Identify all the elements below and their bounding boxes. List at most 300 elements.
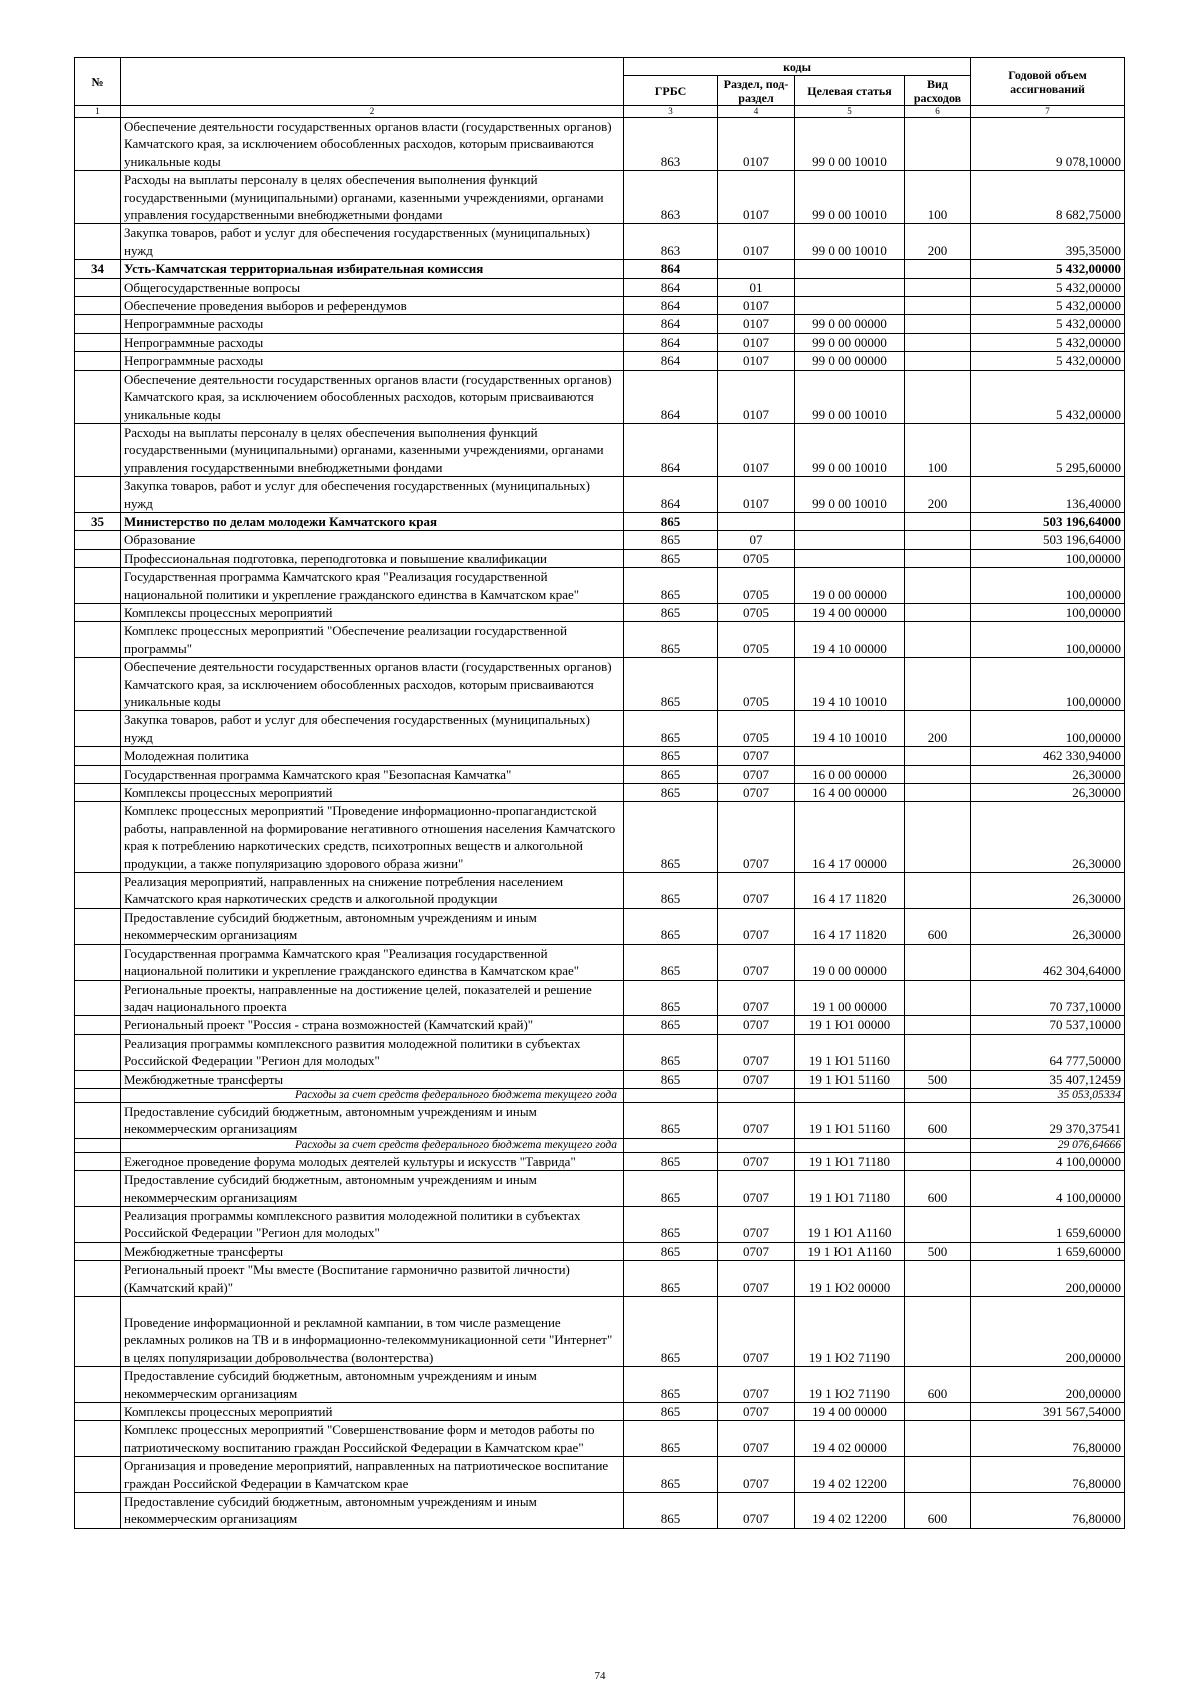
razdel-code: 0707 — [718, 1421, 795, 1457]
expense-type-code — [905, 549, 971, 567]
amount: 462 330,94000 — [971, 747, 1125, 765]
razdel-code: 0707 — [718, 1457, 795, 1493]
col-header-razdel: Раздел, под-раздел — [718, 76, 795, 106]
razdel-code: 0107 — [718, 315, 795, 333]
table-row — [75, 118, 1125, 171]
expense-type-code — [905, 352, 971, 370]
grbs-code: 865 — [624, 1367, 718, 1403]
razdel-code: 0707 — [718, 1152, 795, 1170]
item-name: Региональные проекты, направленные на достижение целей, показателей и решение задач национального проекта — [121, 980, 624, 1016]
row-number — [75, 1152, 121, 1170]
target-code — [795, 278, 905, 296]
target-code: 19 1 Ю1 51160 — [795, 1034, 905, 1070]
amount: 200,00000 — [971, 1297, 1125, 1367]
expense-type-code — [905, 1138, 971, 1152]
target-code — [795, 747, 905, 765]
table-row — [75, 531, 1125, 549]
razdel-code: 0707 — [718, 908, 795, 944]
item-name: Межбюджетные трансферты — [121, 1242, 624, 1260]
row-number — [75, 658, 121, 711]
expense-type-code — [905, 118, 971, 171]
expense-type-code — [905, 1034, 971, 1070]
item-name: Молодежная политика — [121, 747, 624, 765]
razdel-code: 0707 — [718, 1297, 795, 1367]
grbs-code: 865 — [624, 980, 718, 1016]
item-name: Комплексы процессных мероприятий — [121, 1403, 624, 1421]
target-code: 99 0 00 10010 — [795, 370, 905, 423]
table-row — [75, 171, 1125, 224]
table-row — [75, 315, 1125, 333]
target-code: 19 1 Ю2 71190 — [795, 1297, 905, 1367]
table-row — [75, 549, 1125, 567]
row-number — [75, 873, 121, 909]
expense-type-code — [905, 1297, 971, 1367]
table-row — [75, 765, 1125, 783]
row-number — [75, 603, 121, 621]
table-row — [75, 1421, 1125, 1457]
razdel-code: 0705 — [718, 658, 795, 711]
amount: 9 078,10000 — [971, 118, 1125, 171]
item-name: Предоставление субсидий бюджетным, автономным учреждениям и иным некоммерческим организациям — [121, 908, 624, 944]
expense-type-code — [905, 980, 971, 1016]
amount: 8 682,75000 — [971, 171, 1125, 224]
item-name: Обеспечение деятельности государственных органов власти (государственных органов) Камчатского края, за исключением обособленных расходов, которым присваиваются уникальные коды — [121, 118, 624, 171]
grbs-code: 865 — [624, 1297, 718, 1367]
razdel-code — [718, 1138, 795, 1152]
grbs-code: 865 — [624, 711, 718, 747]
target-code: 16 4 17 11820 — [795, 873, 905, 909]
expense-type-code: 500 — [905, 1070, 971, 1088]
table-row — [75, 260, 1125, 278]
item-name: Расходы за счет средств федерального бюджета текущего года — [121, 1138, 624, 1152]
razdel-code: 0107 — [718, 171, 795, 224]
item-name-text: Проведение информационной и рекламной кампании, в том числе размещение рекламных роликов на ТВ и в информационно-телекоммуникационной сети "Интернет" в целях популяризации добровольчества (волонтерства) — [124, 1315, 613, 1365]
item-name: Закупка товаров, работ и услуг для обеспечения государственных (муниципальных) нужд — [121, 224, 624, 260]
item-name: Региональный проект "Мы вместе (Воспитание гармонично развитой личности) (Камчатский край)" — [121, 1261, 624, 1297]
expense-type-code — [905, 315, 971, 333]
razdel-code — [718, 512, 795, 530]
expense-type-code — [905, 1421, 971, 1457]
razdel-code: 0707 — [718, 1261, 795, 1297]
grbs-code: 863 — [624, 224, 718, 260]
amount: 100,00000 — [971, 658, 1125, 711]
item-name: Государственная программа Камчатского края "Реализация государственной национальной политики и укрепление гражданского единства в Камчатском крае" — [121, 944, 624, 980]
amount: 4 100,00000 — [971, 1171, 1125, 1207]
table-row — [75, 1367, 1125, 1403]
row-number — [75, 278, 121, 296]
amount: 29 076,64666 — [971, 1138, 1125, 1152]
table-row — [75, 1261, 1125, 1297]
item-name: Реализация программы комплексного развития молодежной политики в субъектах Российской Федерации "Регион для молодых" — [121, 1206, 624, 1242]
target-code: 19 1 Ю1 00000 — [795, 1016, 905, 1034]
amount: 200,00000 — [971, 1367, 1125, 1403]
target-code: 19 1 Ю1 71180 — [795, 1171, 905, 1207]
grbs-code: 865 — [624, 1206, 718, 1242]
grbs-code: 865 — [624, 1242, 718, 1260]
row-number — [75, 1206, 121, 1242]
amount: 100,00000 — [971, 568, 1125, 604]
amount: 5 432,00000 — [971, 297, 1125, 315]
target-code — [795, 1088, 905, 1102]
col-number: 1 — [75, 106, 121, 118]
table-row — [75, 1242, 1125, 1260]
grbs-code: 863 — [624, 171, 718, 224]
razdel-code: 0707 — [718, 1242, 795, 1260]
item-name: Реализация мероприятий, направленных на снижение потребления населением Камчатского края наркотических средств и алкогольной продукции — [121, 873, 624, 909]
item-name: Организация и проведение мероприятий, направленных на патриотическое воспитание граждан Российской Федерации в Камчатском крае — [121, 1457, 624, 1493]
grbs-code: 865 — [624, 1070, 718, 1088]
target-code: 19 1 Ю1 А1160 — [795, 1206, 905, 1242]
grbs-code: 865 — [624, 747, 718, 765]
row-number — [75, 118, 121, 171]
item-name: Предоставление субсидий бюджетным, автономным учреждениям и иным некоммерческим организациям — [121, 1493, 624, 1529]
amount: 35 407,12459 — [971, 1070, 1125, 1088]
grbs-code: 865 — [624, 1171, 718, 1207]
grbs-code — [624, 1138, 718, 1152]
razdel-code: 0707 — [718, 802, 795, 873]
row-number — [75, 297, 121, 315]
expense-type-code — [905, 333, 971, 351]
table-row — [75, 1152, 1125, 1170]
column-number-row — [75, 106, 1125, 118]
razdel-code: 0707 — [718, 1102, 795, 1138]
amount: 26,30000 — [971, 802, 1125, 873]
item-name: Реализация программы комплексного развития молодежной политики в субъектах Российской Федерации "Регион для молодых" — [121, 1034, 624, 1070]
item-name: Государственная программа Камчатского края "Безопасная Камчатка" — [121, 765, 624, 783]
target-code: 19 1 Ю2 71190 — [795, 1367, 905, 1403]
grbs-code: 865 — [624, 531, 718, 549]
amount: 136,40000 — [971, 477, 1125, 513]
grbs-code: 864 — [624, 352, 718, 370]
amount: 76,80000 — [971, 1493, 1125, 1529]
grbs-code: 864 — [624, 297, 718, 315]
amount: 395,35000 — [971, 224, 1125, 260]
expense-type-code — [905, 1152, 971, 1170]
expense-type-code — [905, 747, 971, 765]
amount: 5 432,00000 — [971, 278, 1125, 296]
col-header-grbs: ГРБС — [624, 76, 718, 106]
razdel-code: 0107 — [718, 370, 795, 423]
target-code: 99 0 00 10010 — [795, 118, 905, 171]
target-code: 16 0 00 00000 — [795, 765, 905, 783]
row-number — [75, 352, 121, 370]
table-row — [75, 873, 1125, 909]
row-number — [75, 1070, 121, 1088]
table-row — [75, 1102, 1125, 1138]
expense-type-code — [905, 1016, 971, 1034]
row-number — [75, 1102, 121, 1138]
item-name: Комплексы процессных мероприятий — [121, 603, 624, 621]
expense-type-code — [905, 944, 971, 980]
razdel-code: 0705 — [718, 603, 795, 621]
table-row — [75, 622, 1125, 658]
table-row — [75, 477, 1125, 513]
amount: 100,00000 — [971, 603, 1125, 621]
target-code: 19 4 00 00000 — [795, 603, 905, 621]
grbs-code: 865 — [624, 802, 718, 873]
row-number — [75, 1297, 121, 1367]
target-code: 19 4 02 12200 — [795, 1493, 905, 1529]
row-number — [75, 1088, 121, 1102]
amount: 26,30000 — [971, 784, 1125, 802]
expense-type-code — [905, 297, 971, 315]
razdel-code: 0707 — [718, 1070, 795, 1088]
col-number: 7 — [971, 106, 1125, 118]
expense-type-code — [905, 784, 971, 802]
table-row — [75, 1206, 1125, 1242]
table-row — [75, 297, 1125, 315]
table-row — [75, 1171, 1125, 1207]
row-number — [75, 171, 121, 224]
row-number — [75, 531, 121, 549]
item-name: Предоставление субсидий бюджетным, автономным учреждениям и иным некоммерческим организациям — [121, 1367, 624, 1403]
item-name: Региональный проект "Россия - страна возможностей (Камчатский край)" — [121, 1016, 624, 1034]
amount: 64 777,50000 — [971, 1034, 1125, 1070]
item-name — [121, 1297, 624, 1367]
razdel-code: 01 — [718, 278, 795, 296]
col-number: 4 — [718, 106, 795, 118]
amount: 5 432,00000 — [971, 260, 1125, 278]
table-body — [75, 118, 1125, 1529]
budget-sheet — [74, 57, 1124, 1529]
grbs-code: 865 — [624, 568, 718, 604]
grbs-code: 864 — [624, 370, 718, 423]
grbs-code: 865 — [624, 765, 718, 783]
item-name: Обеспечение деятельности государственных органов власти (государственных органов) Камчатского края, за исключением обособленных расходов, которым присваиваются уникальные коды — [121, 370, 624, 423]
row-number — [75, 784, 121, 802]
expense-type-code: 200 — [905, 711, 971, 747]
amount: 29 370,37541 — [971, 1102, 1125, 1138]
item-name: Обеспечение проведения выборов и референдумов — [121, 297, 624, 315]
razdel-code: 0107 — [718, 477, 795, 513]
grbs-code: 865 — [624, 512, 718, 530]
row-number — [75, 1367, 121, 1403]
expense-type-code — [905, 603, 971, 621]
table-row — [75, 224, 1125, 260]
amount: 26,30000 — [971, 765, 1125, 783]
grbs-code: 864 — [624, 315, 718, 333]
expense-type-code: 200 — [905, 477, 971, 513]
col-number: 6 — [905, 106, 971, 118]
row-number — [75, 747, 121, 765]
razdel-code: 0707 — [718, 944, 795, 980]
target-code — [795, 549, 905, 567]
item-name: Расходы на выплаты персоналу в целях обеспечения выполнения функций государственными (муниципальными) органами, казенными учреждениями, органами управления государственными внебюджетными фондами — [121, 423, 624, 476]
item-name: Закупка товаров, работ и услуг для обеспечения государственных (муниципальных) нужд — [121, 711, 624, 747]
item-name: Комплекс процессных мероприятий "Обеспечение реализации государственной программы" — [121, 622, 624, 658]
row-number — [75, 315, 121, 333]
table-row — [75, 1493, 1125, 1529]
amount: 5 432,00000 — [971, 370, 1125, 423]
table-row — [75, 944, 1125, 980]
grbs-code: 865 — [624, 944, 718, 980]
row-number: 34 — [75, 260, 121, 278]
razdel-code: 0707 — [718, 1493, 795, 1529]
expense-type-code — [905, 531, 971, 549]
expense-type-code: 200 — [905, 224, 971, 260]
razdel-code: 0705 — [718, 622, 795, 658]
col-number: 5 — [795, 106, 905, 118]
col-header-amount: Годовой объем ассигнований — [971, 58, 1125, 106]
razdel-code: 0707 — [718, 1206, 795, 1242]
amount: 26,30000 — [971, 908, 1125, 944]
table-row — [75, 711, 1125, 747]
table-row — [75, 784, 1125, 802]
col-header-codes: коды — [624, 58, 971, 76]
col-header-number: № — [75, 58, 121, 106]
amount: 5 432,00000 — [971, 333, 1125, 351]
table-row — [75, 747, 1125, 765]
page-number: 74 — [594, 1670, 606, 1682]
target-code — [795, 260, 905, 278]
razdel-code: 0705 — [718, 568, 795, 604]
row-number — [75, 568, 121, 604]
target-code: 19 4 10 10010 — [795, 658, 905, 711]
target-code: 19 4 10 10010 — [795, 711, 905, 747]
razdel-code: 0707 — [718, 1034, 795, 1070]
target-code: 19 4 02 12200 — [795, 1457, 905, 1493]
table-row — [75, 512, 1125, 530]
razdel-code: 0707 — [718, 765, 795, 783]
row-number — [75, 1403, 121, 1421]
grbs-code: 865 — [624, 1421, 718, 1457]
row-number — [75, 1261, 121, 1297]
target-code: 19 0 00 00000 — [795, 944, 905, 980]
row-number — [75, 711, 121, 747]
col-number: 2 — [121, 106, 624, 118]
expense-type-code — [905, 658, 971, 711]
target-code: 19 1 Ю1 51160 — [795, 1102, 905, 1138]
expense-type-code: 500 — [905, 1242, 971, 1260]
grbs-code — [624, 1088, 718, 1102]
amount: 26,30000 — [971, 873, 1125, 909]
amount: 76,80000 — [971, 1457, 1125, 1493]
row-number — [75, 944, 121, 980]
col-header-name — [121, 58, 624, 106]
target-code: 99 0 00 00000 — [795, 352, 905, 370]
grbs-code: 863 — [624, 118, 718, 171]
target-code: 99 0 00 10010 — [795, 171, 905, 224]
row-number — [75, 1457, 121, 1493]
amount: 76,80000 — [971, 1421, 1125, 1457]
row-number — [75, 765, 121, 783]
razdel-code: 0107 — [718, 423, 795, 476]
row-number — [75, 423, 121, 476]
row-number — [75, 1242, 121, 1260]
budget-table — [74, 57, 1125, 1529]
target-code: 99 0 00 10010 — [795, 477, 905, 513]
amount: 35 053,05334 — [971, 1088, 1125, 1102]
row-number — [75, 370, 121, 423]
target-code: 99 0 00 10010 — [795, 224, 905, 260]
col-header-vid: Вид расходов — [905, 76, 971, 106]
grbs-code: 864 — [624, 278, 718, 296]
target-code — [795, 512, 905, 530]
expense-type-code — [905, 622, 971, 658]
table-row — [75, 352, 1125, 370]
grbs-code: 865 — [624, 1152, 718, 1170]
target-code: 99 0 00 10010 — [795, 423, 905, 476]
row-number — [75, 549, 121, 567]
amount: 391 567,54000 — [971, 1403, 1125, 1421]
grbs-code: 865 — [624, 873, 718, 909]
table-row — [75, 1088, 1125, 1102]
amount: 100,00000 — [971, 622, 1125, 658]
col-header-target: Целевая статья — [795, 76, 905, 106]
target-code: 19 1 Ю1 71180 — [795, 1152, 905, 1170]
table-row — [75, 568, 1125, 604]
item-name: Предоставление субсидий бюджетным, автономным учреждениям и иным некоммерческим организациям — [121, 1102, 624, 1138]
item-name: Непрограммные расходы — [121, 315, 624, 333]
row-number — [75, 1493, 121, 1529]
grbs-code: 865 — [624, 1457, 718, 1493]
expense-type-code: 600 — [905, 1493, 971, 1529]
amount: 4 100,00000 — [971, 1152, 1125, 1170]
amount: 200,00000 — [971, 1261, 1125, 1297]
expense-type-code — [905, 873, 971, 909]
table-row — [75, 423, 1125, 476]
grbs-code: 865 — [624, 1102, 718, 1138]
row-number — [75, 1171, 121, 1207]
amount: 5 432,00000 — [971, 352, 1125, 370]
razdel-code: 0707 — [718, 1367, 795, 1403]
row-number — [75, 908, 121, 944]
target-code: 19 4 10 00000 — [795, 622, 905, 658]
razdel-code: 0705 — [718, 549, 795, 567]
expense-type-code — [905, 260, 971, 278]
item-name: Общегосударственные вопросы — [121, 278, 624, 296]
row-number — [75, 1421, 121, 1457]
row-number — [75, 622, 121, 658]
item-name: Расходы за счет средств федерального бюджета текущего года — [121, 1088, 624, 1102]
row-number — [75, 477, 121, 513]
expense-type-code: 600 — [905, 1102, 971, 1138]
expense-type-code: 100 — [905, 171, 971, 224]
grbs-code: 865 — [624, 1034, 718, 1070]
razdel-code: 0107 — [718, 118, 795, 171]
grbs-code: 864 — [624, 333, 718, 351]
row-number — [75, 980, 121, 1016]
razdel-code: 0107 — [718, 352, 795, 370]
target-code — [795, 297, 905, 315]
table-row — [75, 1297, 1125, 1367]
item-name: Межбюджетные трансферты — [121, 1070, 624, 1088]
item-name: Образование — [121, 531, 624, 549]
razdel-code: 0107 — [718, 224, 795, 260]
amount: 1 659,60000 — [971, 1242, 1125, 1260]
table-row — [75, 370, 1125, 423]
target-code: 19 0 00 00000 — [795, 568, 905, 604]
row-number — [75, 224, 121, 260]
table-row — [75, 603, 1125, 621]
grbs-code: 864 — [624, 477, 718, 513]
grbs-code: 865 — [624, 1403, 718, 1421]
grbs-code: 864 — [624, 260, 718, 278]
amount: 100,00000 — [971, 711, 1125, 747]
razdel-code: 0707 — [718, 747, 795, 765]
table-row — [75, 1070, 1125, 1088]
target-code — [795, 531, 905, 549]
table-row — [75, 980, 1125, 1016]
table-row — [75, 1034, 1125, 1070]
grbs-code: 865 — [624, 622, 718, 658]
row-number — [75, 1016, 121, 1034]
grbs-code: 865 — [624, 658, 718, 711]
amount: 503 196,64000 — [971, 531, 1125, 549]
col-number: 3 — [624, 106, 718, 118]
expense-type-code: 600 — [905, 1367, 971, 1403]
item-name: Ежегодное проведение форума молодых деятелей культуры и искусств "Таврида" — [121, 1152, 624, 1170]
